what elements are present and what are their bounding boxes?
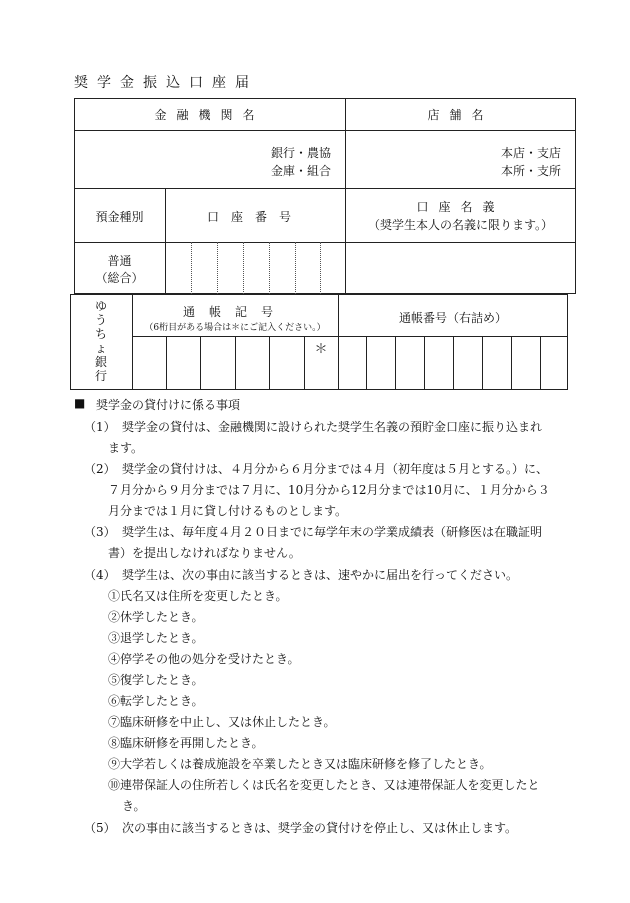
asterisk-mark: ＊ (314, 342, 328, 357)
branch-types-line1: 本店・支店 (500, 146, 561, 160)
section-heading-marker: ■ (74, 396, 86, 410)
item-number: （2） (84, 462, 116, 476)
item-number: （5） (84, 821, 116, 835)
institution-types-line1: 銀行・農協 (270, 146, 331, 160)
item-text-line: 奨学生は、毎年度４月２０日までに毎学年末の学業成績表（研修医は在職証明 (122, 525, 543, 539)
sub-item: ②休学したとき。 (108, 610, 204, 624)
account-name-note: （奨学生本人の名義に限ります。） (367, 218, 554, 232)
sub-item: ⑨大学若しくは養成施設を卒業したとき又は臨床研修を修了したとき。 (108, 757, 492, 771)
deposit-type-value-line2: （総合） (95, 271, 144, 285)
item-text-line: ７月分から９月分までは７月に、10月分から12月分までは10月に、１月分から３ (108, 483, 550, 497)
sub-item: ⑥転学したとき。 (108, 694, 204, 708)
item-text-line: 奨学金の貸付は、金融機関に設けられた奨学生名義の預貯金口座に振り込まれ (122, 420, 543, 434)
sub-item: ⑤復学したとき。 (108, 673, 204, 687)
institution-name-header: 金融機関名 (154, 108, 265, 122)
deposit-type-value-line1: 普通 (107, 254, 132, 268)
sub-item: ⑧臨床研修を再開したとき。 (108, 736, 264, 750)
account-number-label: 口座番号 (206, 210, 303, 224)
item-text-line: 奨学金の貸付けは、４月分から６月分までは４月（初年度は５月とする。）に、 (122, 462, 549, 476)
sub-item: ③退学したとき。 (108, 631, 204, 645)
sub-item: き。 (122, 799, 146, 813)
item-text-line: 奨学生は、次の事由に該当するときは、速やかに届出を行ってください。 (122, 568, 519, 582)
section-heading: 奨学金の貸付けに係る事項 (96, 398, 241, 412)
sub-item: ⑦臨床研修を中止し、又は休止したとき。 (108, 715, 336, 729)
branch-name-header: 店舗名 (427, 108, 494, 122)
item-number: （3） (84, 525, 116, 539)
sub-item: ④停学その他の処分を受けたとき。 (108, 652, 300, 666)
account-name-label: 口座名義 (416, 200, 505, 214)
item-text-line: 次の事由に該当するときは、奨学金の貸付けを停止し、又は休止します。 (122, 821, 518, 835)
item-number: （1） (84, 420, 116, 434)
page-title: 奨学金振込口座届 (74, 75, 258, 91)
item-number: （4） (84, 568, 116, 582)
yucho-side-label: ゆ う ち ょ 銀 行 (94, 299, 107, 383)
passbook-number-label: 通帳番号（右詰め） (398, 311, 507, 325)
item-text-line: 書）を提出しなければなりません。 (108, 546, 301, 560)
branch-types-line2: 本所・支所 (500, 164, 561, 178)
sub-item: ①氏名又は住所を変更したとき。 (108, 589, 288, 603)
deposit-type-label: 預金種別 (95, 210, 144, 224)
institution-types-line2: 金庫・組合 (270, 164, 331, 178)
sub-item: ⑩連帯保証人の住所若しくは氏名を変更したとき、又は連帯保証人を変更したと (108, 778, 540, 792)
item-text-line: ます。 (108, 441, 144, 455)
item-text-line: 月分までは１月に貸し付けるものとします。 (108, 504, 348, 518)
passbook-code-note: （6桁目がある場合は＊にご記入ください。） (144, 323, 326, 333)
passbook-code-label: 通帳記号 (182, 305, 287, 319)
